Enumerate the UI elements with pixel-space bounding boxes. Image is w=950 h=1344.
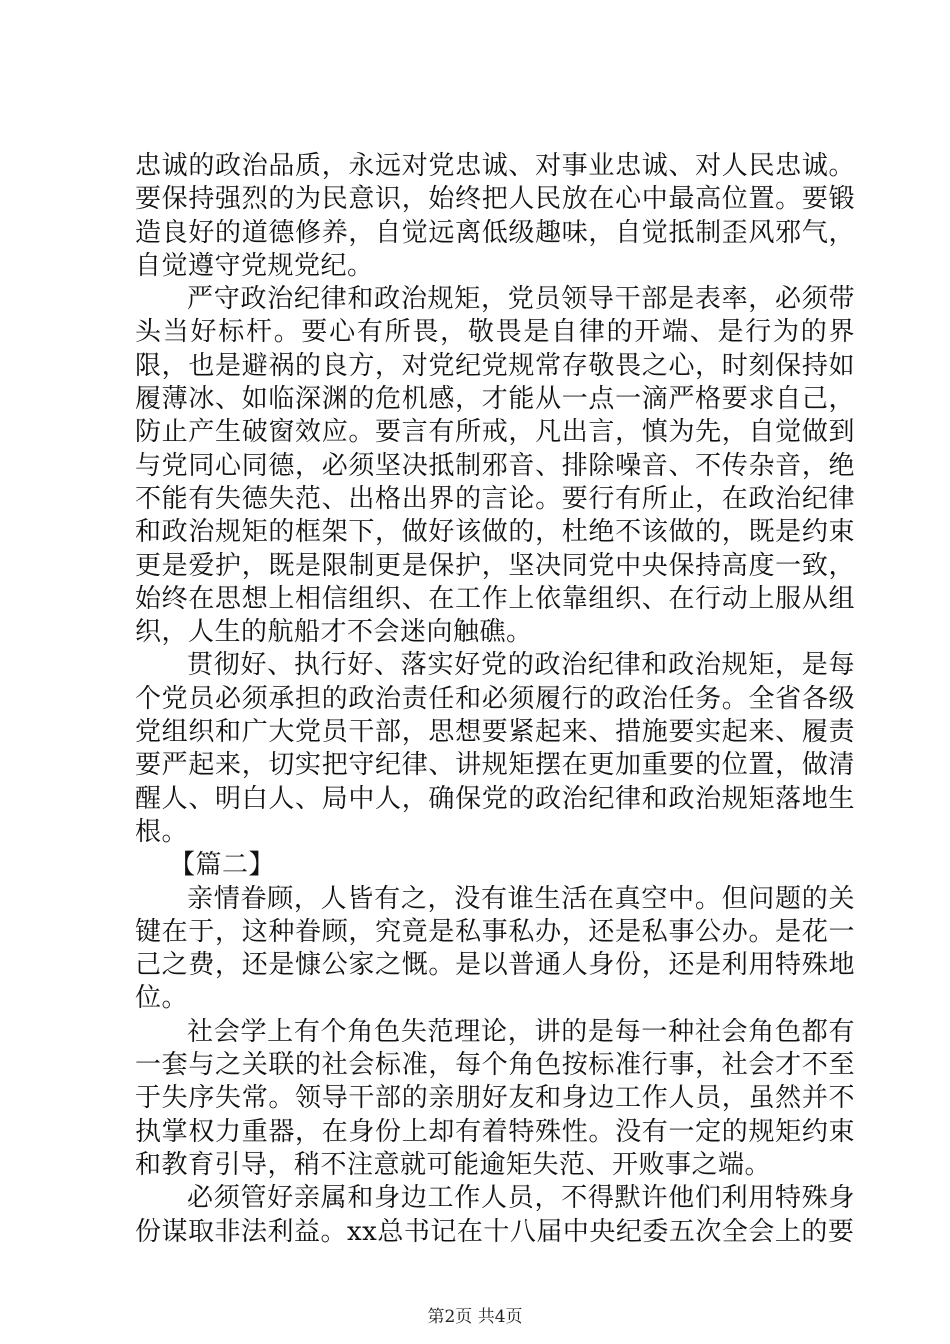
section-heading: 【篇二】 xyxy=(169,850,276,881)
document-body xyxy=(135,150,855,1249)
paragraph-3: 贯彻好、执行好、落实好党的政治纪律和政治规矩，是每个党员必须承担的政治责任和必须履行的政治任务。全省各级党组织和广大党员干部，思想要紧起来、措施要实起来、履责要严起来，切实把守纪律、讲规矩摆在更加重要的位置，做清醒人、明白人、局中人，确保党的政治纪律和政治规矩落地生根。 xyxy=(135,650,855,847)
paragraph-5: 社会学上有个角色失范理论，讲的是每一种社会角色都有一套与之关联的社会标准，每个角色按标准行事，社会才不至于失序失常。领导干部的亲朋好友和身边工作人员，虽然并不执掌权力重器，在身份上却有着特殊性。没有一定的规矩约束和教育引导，稍不注意就可能逾矩失范、开败事之端。 xyxy=(135,1016,855,1180)
paragraph-1: 忠诚的政治品质，永远对党忠诚、对事业忠诚、对人民忠诚。要保持强烈的为民意识，始终把人民放在心中最高位置。要锻造良好的道德修养，自觉远离低级趣味，自觉抵制歪风邪气，自觉遵守党规党纪。 xyxy=(135,151,855,281)
paragraph-2: 严守政治纪律和政治规矩，党员领导干部是表率，必须带头当好标杆。要心有所畏，敬畏是自律的开端、是行为的界限，也是避祸的良方，对党纪党规常存敬畏之心，时刻保持如履薄冰、如临深渊的危机感，才能从一点一滴严格要求自己，防止产生破窗效应。要言有所戒，凡出言，慎为先，自觉做到与党同心同德，必须坚决抵制邪音、排除噪音、不传杂音，绝不能有失德失范、出格出界的言论。要行有所止，在政治纪律和政治规矩的框架下，做好该做的，杜绝不该做的，既是约束更是爱护，既是限制更是保护，坚决同党中央保持高度一致，始终在思想上相信组织、在工作上依靠组织、在行动上服从组织，人生的航船才不会迷向触礁。 xyxy=(135,284,855,648)
paragraph-4: 亲情眷顾，人皆有之，没有谁生活在真空中。但问题的关键在于，这种眷顾，究竟是私事私办，还是私事公办。是花一己之费，还是慷公家之慨。是以普通人身份，还是利用特殊地位。 xyxy=(135,883,855,1014)
paragraph-6: 必须管好亲属和身边工作人员，不得默许他们利用特殊身份谋取非法利益。xx总书记在十八届中央纪委五次全会上的要 xyxy=(135,1183,855,1247)
page-footer: 第2页 共4页 xyxy=(427,1307,523,1327)
